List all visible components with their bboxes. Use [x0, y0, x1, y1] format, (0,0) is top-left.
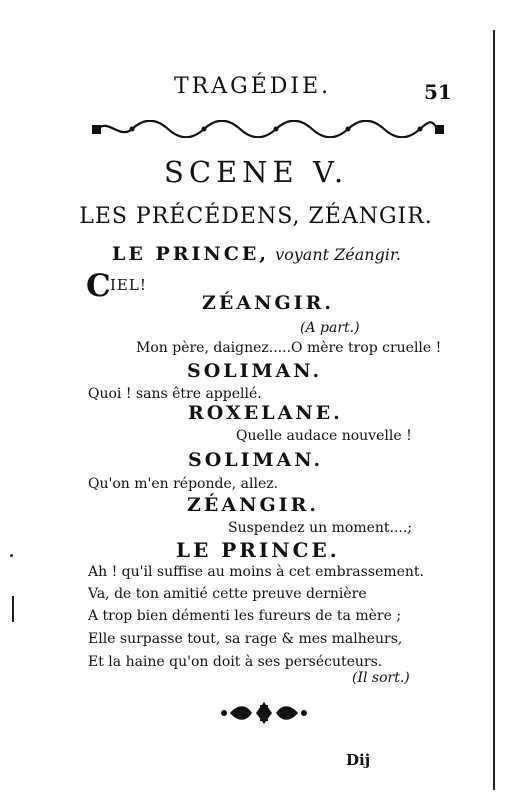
speaker-soliman: SOLIMAN.: [187, 360, 323, 382]
ornament-band-icon: [92, 120, 444, 138]
signature-mark: Dij: [346, 751, 371, 769]
verse-a-trop: A trop bien démenti les fureurs de ta mère ;: [88, 608, 402, 624]
running-head: TRAGÉDIE.: [174, 74, 332, 99]
stage-direction-prince: voyant Zéangir.: [275, 245, 401, 264]
speaker-prince: LE PRINCE.: [176, 538, 340, 562]
verse-quelle: Quelle audace nouvelle !: [236, 428, 412, 444]
verse-et-la: Et la haine qu'on doit à ses persécuteurs.: [88, 654, 383, 670]
verse-mon-pere: Mon père, daignez.....O mère trop cruelle !: [136, 340, 442, 356]
verse-ciel: IEL!: [110, 276, 147, 294]
margin-dot: [10, 554, 13, 557]
scene-cast: LES PRÉCÉDENS, ZÉANGIR.: [79, 204, 433, 229]
speaker-line-prince: [112, 243, 401, 265]
page-edge-line: [493, 30, 495, 790]
speaker-zeangir: ZÉANGIR.: [187, 494, 319, 516]
stage-direction-aparte: (A part.): [300, 320, 360, 336]
margin-mark: [12, 596, 14, 622]
page-number: 51: [424, 80, 452, 104]
verse-elle: Elle surpasse tout, sa rage & mes malheurs,: [88, 631, 403, 647]
scene-title: SCENE V.: [163, 155, 349, 189]
fleuron-icon: [216, 702, 312, 724]
verse-quon: Qu'on m'en réponde, allez.: [88, 476, 279, 492]
speaker-prince: LE PRINCE,: [112, 243, 270, 265]
stage-direction-exit: (Il sort.): [352, 670, 410, 686]
drop-cap: C: [86, 268, 111, 304]
verse-ah: Ah ! qu'il suffise au moins à cet embrassement.: [88, 564, 424, 580]
verse-va: Va, de ton amitié cette preuve dernière: [88, 586, 367, 602]
speaker-soliman: SOLIMAN.: [188, 449, 324, 471]
verse-suspendez: Suspendez un moment....;: [228, 520, 413, 536]
speaker-zeangir: ZÉANGIR.: [202, 292, 334, 314]
speaker-roxelane: ROXELANE.: [188, 402, 343, 424]
verse-quoi: Quoi ! sans être appellé.: [88, 386, 262, 402]
